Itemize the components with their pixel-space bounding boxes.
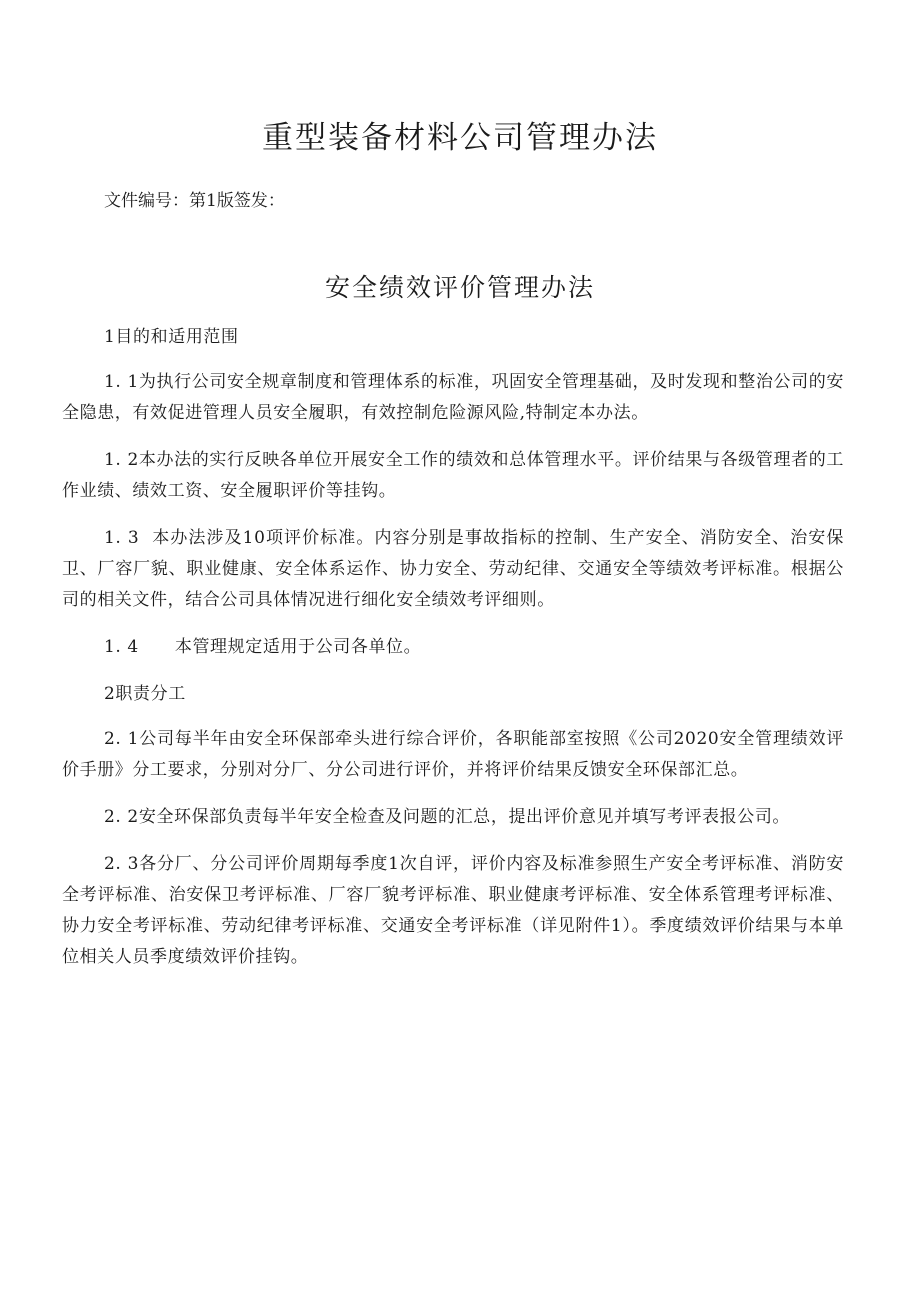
document-body: [62, 322, 844, 989]
clause-1-4: 1. 4 本管理规定适用于公司各单位。: [104, 637, 422, 657]
clause-2-2: 2. 2安全环保部负责每半年安全检查及问题的汇总，提出评价意见并填写考评表报公司。: [104, 807, 791, 827]
clause-2-1: 2. 1公司每半年由安全环保部牵头进行综合评价，各职能部室按照《公司2020安全管理绩效评价手册》分工要求，分别对分厂、分公司进行评价，并将评价结果反馈安全环保部汇总。: [62, 729, 844, 780]
clause-1-2: 1. 2本办法的实行反映各单位开展安全工作的绩效和总体管理水平。评价结果与各级管理者的工作业绩、绩效工资、安全履职评价等挂钩。: [62, 450, 844, 501]
section-title: 安全绩效评价管理办法: [324, 273, 595, 302]
clause-2-3: 2. 3各分厂、分公司评价周期每季度1次自评，评价内容及标准参照生产安全考评标准、消防安全考评标准、治安保卫考评标准、厂容厂貌考评标准、职业健康考评标准、安全体系管理考评标准、协力安全考评标准、劳动纪律考评标准、交通安全考评标准（详见附件1）。季度绩效评价结果与本单位相关人员季度绩效评价挂钩。: [62, 854, 844, 967]
section-heading-purpose-scope: 1目的和适用范围: [104, 327, 239, 347]
clause-1-1: 1. 1为执行公司安全规章制度和管理体系的标准，巩固安全管理基础，及时发现和整治公司的安全隐患，有效促进管理人员安全履职，有效控制危险源风险,特制定本办法。: [62, 372, 844, 423]
clause-1-3: 1. 3 本办法涉及10项评价标准。内容分别是事故指标的控制、生产安全、消防安全、治安保卫、厂容厂貌、职业健康、安全体系运作、协力安全、劳动纪律、交通安全等绩效考评标准。根据公司的相关文件，结合公司具体情况进行细化安全绩效考评细则。: [62, 528, 844, 610]
document-number-line: 文件编号：第1版签发：: [104, 191, 285, 211]
section-heading-responsibilities: 2职责分工: [104, 684, 186, 704]
document-title: 重型装备材料公司管理办法: [262, 120, 658, 156]
